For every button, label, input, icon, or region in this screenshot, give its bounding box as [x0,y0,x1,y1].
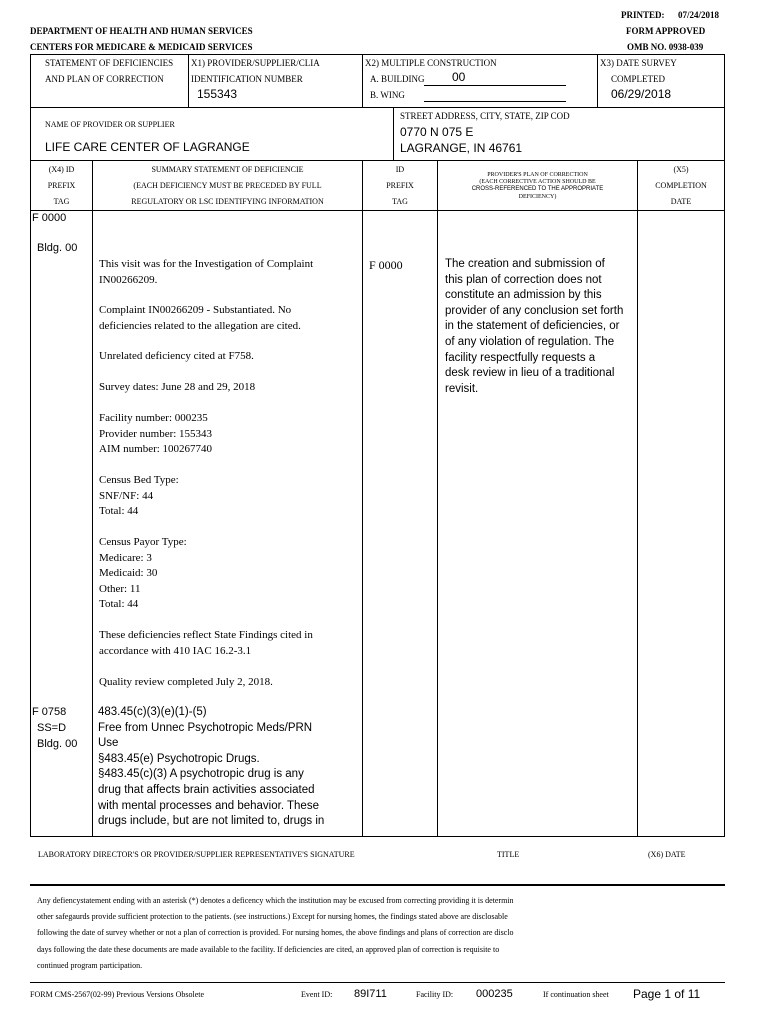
grid-v-x2 [362,54,363,107]
survey-date: 06/29/2018 [611,87,672,101]
event-id-label: Event ID: [301,990,333,999]
id-tag-f0000: F 0000 [369,258,403,272]
statement-label-1: STATEMENT OF DEFICIENCIES [45,58,174,68]
grid-v-address [393,107,394,160]
form-approved: FORM APPROVED [626,26,706,36]
date-label: (X6) DATE [648,850,686,859]
id-header-2: PREFIX [386,181,414,190]
address-line-2: LAGRANGE, IN 46761 [400,141,523,155]
facility-text: Facility number: 000235 Provider number: 155343 AIM number: 100267740 [99,412,213,455]
x4-header-3: TAG [53,197,70,206]
x5-header-3: DATE [670,197,692,206]
disclaimer-text: Any defiencystatement ending with an asterisk (*) denotes a deficency which the institution may be excused from correcting providing it is determin other safegaurds provide sufficient protection to the patients. (see instructions.) Except for nursing homes, the findings stated above are disclosable following the date of survey whether or not a plan of correction is provided. For nursing homes, the above findings and plans of correction are disclo days following the date these documents are made available to the facility. If deficiencies are cited, an approved plan of correction is requisite to continued program participation. [37,896,514,970]
complaint-text: Complaint IN00266209 - Substantiated. No deficiencies related to the allegation are cited. [99,304,301,332]
provider-number: 155343 [197,87,238,101]
statement-label-2: AND PLAN OF CORRECTION [45,74,164,84]
x1-label-2: IDENTIFICATION NUMBER [191,74,303,84]
page-number: Page 1 of 11 [633,987,701,1001]
x4-header-1: (X4) ID [48,165,75,174]
x3-label-2: COMPLETED [611,74,665,84]
state-findings-text: These deficiencies reflect State Findings cited in accordance with 410 IAC 16.2-3.1 [99,629,313,657]
provider-name-label: NAME OF PROVIDER OR SUPPLIER [45,120,175,129]
census-bed-text: Census Bed Type: SNF/NF: 44 Total: 44 [99,474,179,517]
grid-info-bottom [30,107,725,108]
address-label: STREET ADDRESS, CITY, STATE, ZIP COD [400,111,570,121]
grid-top [30,54,725,55]
grid-v-x1 [188,54,189,107]
grid-right [724,54,725,836]
x1-label-1: X1) PROVIDER/SUPPLIER/CLIA [191,58,320,68]
wing-underline [424,101,566,102]
ss-f0758: SS=D [37,722,67,734]
continuation-label: If continuation sheet [543,990,609,999]
plan-header-2: (EACH CORRECTIVE ACTION SHOULD BE [479,179,596,185]
bldg-f0000: Bldg. 00 [37,242,78,254]
provider-name: LIFE CARE CENTER OF LAGRANGE [45,140,250,154]
quality-review-text: Quality review completed July 2, 2018. [99,676,273,688]
grid-v-plan [637,160,638,836]
plan-of-correction-text: The creation and submission of this plan of correction does not constitute an admission by this provider of any conclusion set forth in the statement of deficiencies, or of any violation of regulation. The facility respectfully requests a desk review in lieu of a traditional revisit. [445,258,624,395]
grid-provider-bottom [30,160,725,161]
printed-date: 07/24/2018 [678,10,720,20]
facility-id-value: 000235 [476,988,513,1000]
id-header-1: ID [395,165,405,174]
x2-label: X2) MULTIPLE CONSTRUCTION [365,58,497,68]
unrelated-text: Unrelated deficiency cited at F758. [99,350,254,362]
x3-label-1: X3) DATE SURVEY [600,58,677,68]
id-header-3: TAG [392,197,408,206]
wing-label: B. WING [370,90,405,100]
footer-divider [30,982,725,983]
f758-text: 483.45(c)(3)(e)(1)-(5) Free from Unnec Psychotropic Meds/PRN Use §483.45(e) Psychotropic Drugs. §483.45(c)(3) A psychotropic drug is any drug that affects brain activities associated with mental processes and behavior. These drugs include, but are not limited to, drugs in [98,706,325,828]
centers-title: CENTERS FOR MEDICARE & MEDICAID SERVICES [30,42,253,52]
grid-v-tag [92,160,93,836]
plan-header-3: CROSS-REFERENCED TO THE APPROPRIATE [471,186,604,192]
summary-header-2: (EACH DEFICIENCY MUST BE PRECEDED BY FULL [133,181,322,190]
x4-header-2: PREFIX [47,181,76,190]
grid-v-summary [362,160,363,836]
building-label: A. BUILDING [370,74,425,84]
plan-header-1: PROVIDER'S PLAN OF CORRECTION [487,172,588,178]
census-payor-text: Census Payor Type: Medicare: 3 Medicaid: 30 Other: 11 Total: 44 [99,536,187,610]
x5-header-1: (X5) [673,165,689,174]
intro-text: This visit was for the Investigation of Complaint IN00266209. [99,258,314,286]
department-title: DEPARTMENT OF HEALTH AND HUMAN SERVICES [30,26,253,36]
summary-header-3: REGULATORY OR LSC IDENTIFYING INFORMATION [131,197,324,206]
grid-v-x3 [597,54,598,107]
grid-v-id [437,160,438,836]
grid-header-bottom [30,210,725,211]
omb-number: OMB NO. 0938-039 [627,42,704,52]
grid-body-bottom [30,836,725,837]
building-underline [424,85,566,86]
plan-header-4: DEFICIENCY) [518,194,557,200]
address-line-1: 0770 N 075 E [400,125,474,139]
printed-label: PRINTED: [621,10,665,20]
building-value: 00 [452,70,466,84]
x5-header-2: COMPLETION [655,181,707,190]
bldg-f0758: Bldg. 00 [37,738,78,750]
summary-header-1: SUMMARY STATEMENT OF DEFICIENCIE [151,165,304,174]
tag-f0000: F 0000 [32,212,67,224]
director-signature-label: LABORATORY DIRECTOR'S OR PROVIDER/SUPPLIER REPRESENTATIVE'S SIGNATURE [38,850,355,859]
event-id-value: 89I711 [354,988,387,1000]
form-label: FORM CMS-2567(02-99) Previous Versions Obsolete [30,990,205,999]
signature-divider [30,884,725,886]
tag-f0758: F 0758 [32,706,67,718]
facility-id-label: Facility ID: [416,990,454,999]
survey-dates-text: Survey dates: June 28 and 29, 2018 [99,381,256,393]
title-label: TITLE [497,850,520,859]
